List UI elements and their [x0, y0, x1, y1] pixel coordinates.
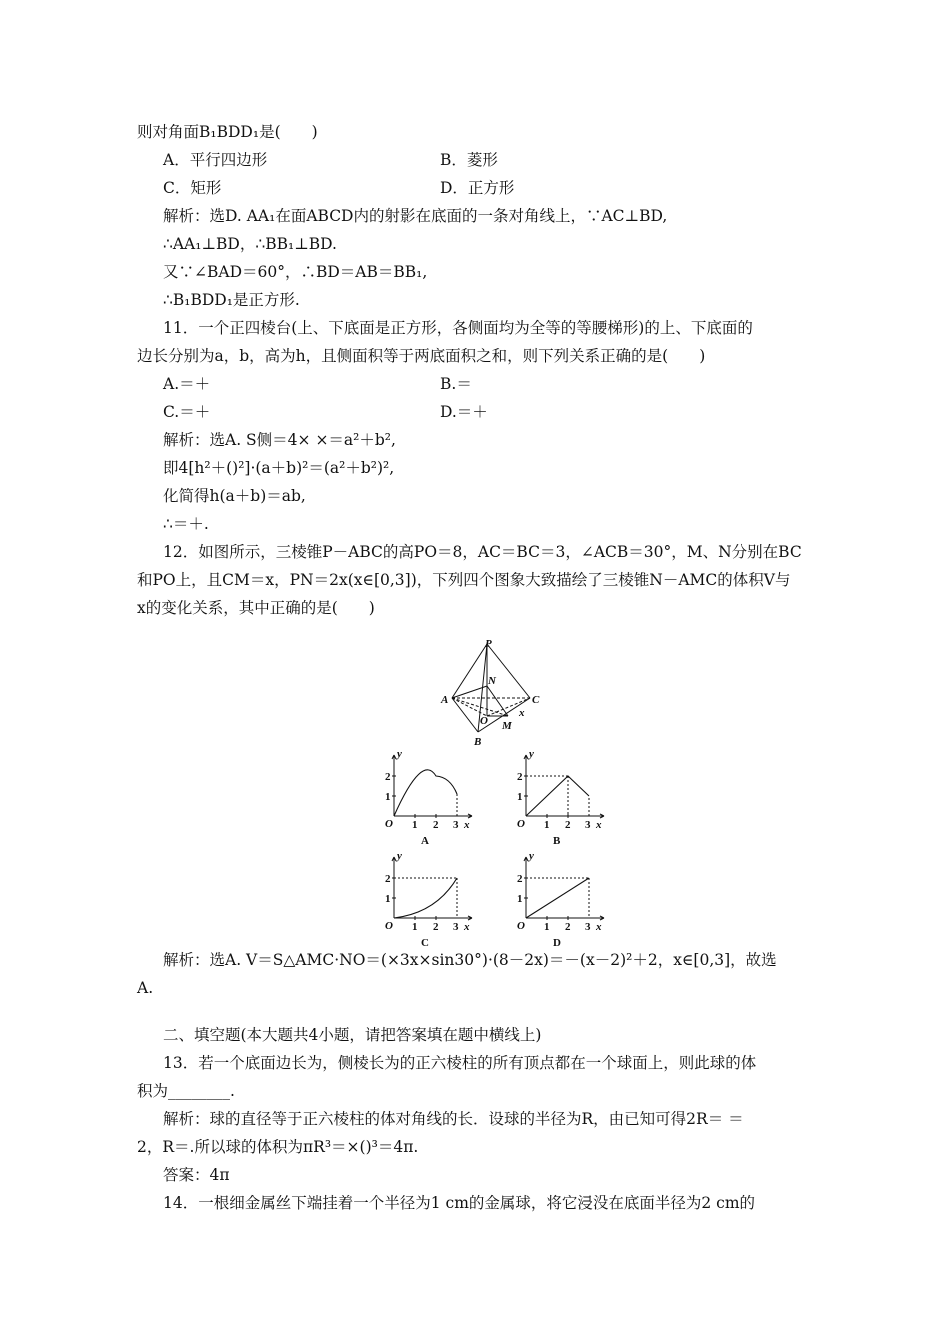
q10-option-a: A．平行四边形 — [163, 151, 268, 169]
q14-stem: 14．一根细金属丝下端挂着一个半径为1 cm的金属球，将它浸没在底面半径为2 cm的 — [163, 1194, 756, 1212]
graph-d — [496, 849, 616, 949]
q13-solution-line: 2，R＝.所以球的体积为πR³＝×()³＝4π. — [137, 1138, 419, 1156]
q10-option-c: C．矩形 — [163, 179, 222, 197]
x-tick-label: 2 — [433, 819, 439, 831]
point-label-n: N — [488, 675, 496, 687]
q12-stem: 和PO上，且CM＝x，PN＝2x(x∈[0,3])，下列四个图象大致描绘了三棱锥N－AMC的体积V与 — [137, 571, 791, 589]
vertex-label-b: B — [474, 736, 482, 748]
x-axis-label: x — [464, 921, 470, 933]
y-tick-label: 1 — [385, 791, 391, 803]
x-axis-label: x — [596, 921, 602, 933]
graph-caption: D — [553, 937, 561, 949]
x-tick-label: 3 — [585, 819, 591, 831]
vertex-label-c: C — [532, 694, 540, 706]
x-tick-label: 2 — [433, 921, 439, 933]
vertex-label-p: P — [485, 638, 492, 650]
graph-c — [364, 849, 484, 949]
origin-label: O — [517, 920, 525, 932]
q12-solution-line: A. — [137, 979, 154, 997]
y-tick-label: 2 — [385, 771, 391, 783]
q11-solution-line: 化简得h(a＋b)＝ab, — [163, 487, 306, 505]
q13-stem: 13．若一个底面边长为，侧棱长为的正六棱柱的所有顶点都在一个球面上，则此球的体 — [163, 1054, 757, 1072]
x-tick-label: 3 — [453, 921, 459, 933]
q13-solution-line: 解析：球的直径等于正六棱柱的体对角线的长．设球的半径为R，由已知可得2R＝ ＝ — [163, 1110, 744, 1128]
x-tick-label: 1 — [412, 819, 418, 831]
origin-label: O — [385, 818, 393, 830]
y-axis-label: y — [529, 850, 534, 862]
q10-solution-line: ∴AA₁⊥BD，∴BB₁⊥BD. — [163, 235, 337, 253]
x-tick-label: 3 — [585, 921, 591, 933]
q13-answer: 答案：4π — [163, 1166, 230, 1184]
x-tick-label: 1 — [544, 819, 550, 831]
y-axis-label: y — [397, 850, 402, 862]
y-axis-label: y — [529, 748, 534, 760]
q10-stem: 则对角面B₁BDD₁是( ) — [137, 123, 318, 141]
q11-stem: 11．一个正四棱台(上、下底面是正方形，各侧面均为全等的等腰梯形)的上、下底面的 — [163, 319, 753, 337]
section-heading: 二、填空题(本大题共4小题，请把答案填在题中横线上) — [163, 1026, 542, 1044]
graph-a — [364, 747, 484, 847]
q10-solution-line: 解析：选D. AA₁在面ABCD内的射影在底面的一条对角线上，∵AC⊥BD, — [163, 207, 668, 225]
q12-stem: 12．如图所示，三棱锥P－ABC的高PO＝8，AC＝BC＝3，∠ACB＝30°，M、N分别在BC — [163, 543, 802, 561]
y-tick-label: 1 — [517, 791, 523, 803]
x-tick-label: 3 — [453, 819, 459, 831]
point-label-m: M — [502, 720, 512, 732]
x-axis-label: x — [464, 819, 470, 831]
q10-solution-line: 又∵∠BAD＝60°，∴BD＝AB＝BB₁, — [163, 263, 428, 281]
q12-stem: x的变化关系，其中正确的是( ) — [137, 599, 375, 617]
segment-label-x: x — [519, 707, 525, 719]
q10-solution-line: ∴B₁BDD₁是正方形. — [163, 291, 300, 309]
x-tick-label: 1 — [412, 921, 418, 933]
y-tick-label: 1 — [517, 893, 523, 905]
y-tick-label: 1 — [385, 893, 391, 905]
point-label-o: O — [480, 715, 488, 727]
x-axis-label: x — [596, 819, 602, 831]
x-tick-label: 1 — [544, 921, 550, 933]
y-tick-label: 2 — [385, 873, 391, 885]
x-tick-label: 2 — [565, 819, 571, 831]
q10-option-b: B．菱形 — [440, 151, 498, 169]
q10-option-d: D．正方形 — [440, 179, 515, 197]
graph-caption: B — [553, 835, 561, 847]
q12-solution-line: 解析：选A. V＝S△AMC·NO＝(×3x×sin30°)·(8－2x)＝－(x－2)²＋2，x∈[0,3]，故选 — [163, 951, 777, 969]
q11-option-d: D.＝＋ — [440, 403, 488, 421]
origin-label: O — [517, 818, 525, 830]
q11-solution-line: 解析：选A. S侧＝4× ×＝a²＋b², — [163, 431, 396, 449]
vertex-label-a: A — [441, 694, 449, 706]
x-tick-label: 2 — [565, 921, 571, 933]
graph-caption: A — [421, 835, 429, 847]
q11-option-a: A.＝＋ — [163, 375, 211, 393]
q11-option-b: B.＝ — [440, 375, 472, 393]
graph-caption: C — [421, 937, 429, 949]
q11-stem: 边长分别为a，b，高为h，且侧面积等于两底面积之和，则下列关系正确的是( ) — [137, 347, 706, 365]
pyramid-figure — [430, 636, 550, 748]
y-axis-label: y — [397, 748, 402, 760]
y-tick-label: 2 — [517, 873, 523, 885]
q11-solution-line: 即4[h²＋()²]·(a＋b)²＝(a²＋b²)², — [163, 459, 395, 477]
y-tick-label: 2 — [517, 771, 523, 783]
graph-b — [496, 747, 616, 847]
q11-solution-line: ∴＝＋. — [163, 515, 209, 533]
q13-stem: 积为________. — [137, 1082, 235, 1100]
q11-option-c: C.＝＋ — [163, 403, 211, 421]
origin-label: O — [385, 920, 393, 932]
